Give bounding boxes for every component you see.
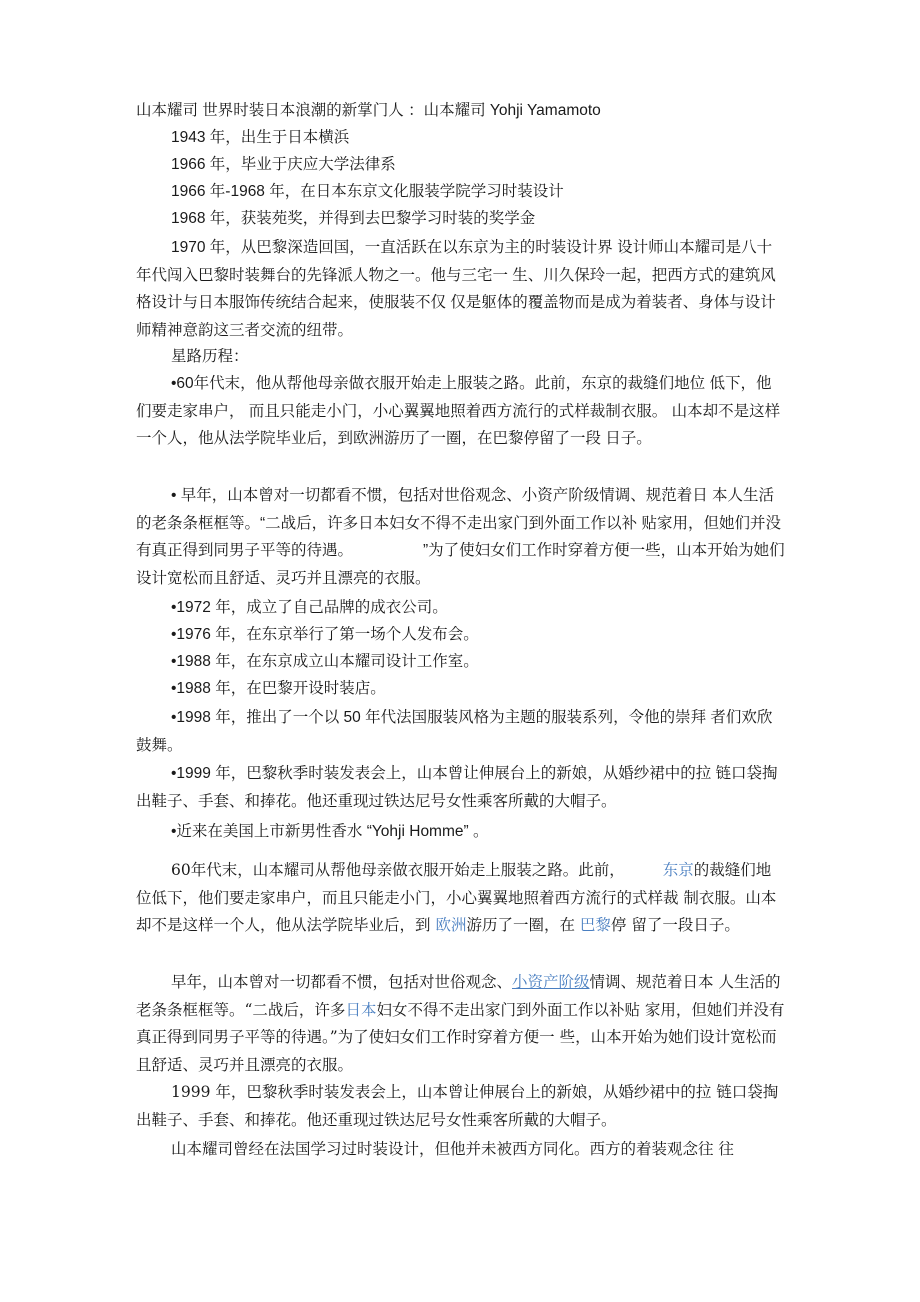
star-road-heading: 星路历程：: [171, 347, 249, 365]
star-road-item-60s: •60年代末，他从帮他母亲做衣服开始走上服装之路。此前，东京的裁缝们地位 低下，他们要走家串户， 而且只能走小门，小心翼翼地照着西方流行的式样裁制衣服。 山本却不是这样一个人，他从法学院毕业后，到欧洲游历了一圈，在巴黎停留了一段 日子。: [136, 375, 781, 447]
p1-text-4: 停 留了一段日子。: [610, 916, 740, 934]
star-road-item-1999: •1999 年，巴黎秋季时装发表会上，山本曾让伸展台上的新娘，从婚纱裙中的拉 链口袋掏出鞋子、手套、和捧花。他还重现过铁达尼号女性乘客所戴的大帽子。: [136, 765, 778, 810]
body-paragraph-early-years: [136, 969, 786, 1079]
body-paragraph-1999: 1999 年，巴黎秋季时装发表会上，山本曾让伸展台上的新娘，从婚纱裙中的拉 链口袋掏出鞋子、手套、和捧花。他还重现过铁达尼号女性乘客所戴的大帽子。: [136, 1083, 779, 1129]
body-paragraph-west: 山本耀司曾经在法国学习过时装设计，但他并未被西方同化。西方的着装观念往 往: [171, 1140, 734, 1158]
p1-text-1: 60年代末，山本耀司从帮他母亲做衣服开始走上服装之路。此前，: [171, 861, 625, 879]
link-europe[interactable]: 欧洲: [435, 916, 467, 934]
star-road-item-fragrance: •近来在美国上市新男性香水 “Yohji Homme” 。: [171, 823, 489, 840]
star-road-item-1988-studio: •1988 年，在东京成立山本耀司设计工作室。: [171, 653, 479, 670]
timeline-1943: 1943 年，出生于日本横浜: [171, 129, 350, 146]
timeline-1966-graduation: 1966 年，毕业于庆应大学法律系: [171, 156, 396, 173]
link-japan[interactable]: 日本: [345, 1000, 377, 1019]
star-road-item-1988-paris: •1988 年，在巴黎开设时装店。: [171, 680, 386, 697]
timeline-1968: 1968 年，获装苑奖，并得到去巴黎学习时装的奖学金: [171, 210, 536, 227]
early-years-text-a: • 早年，山本曾对一切都看不惯，包括对世俗观念、小资产阶级情调、规范着日 本人生活的老条条框框等。“二战后，许多日本妇女不得不走出家门到外面工作以补 贴家用，但她们并没有真正得到同男子平等的待遇。: [136, 487, 781, 559]
early-years-text-b: ”为了使妇女们工作时穿着方便一些，山本开始为她们设计宽松而且舒适、灵巧并且漂亮的衣服。: [136, 542, 785, 587]
p2-text-2: 情调、规范着日本 人生活的老条条框框等。“二战后，许多: [136, 973, 781, 1019]
star-road-item-1976: •1976 年，在东京举行了第一场个人发布会。: [171, 626, 479, 643]
body-paragraph-60s: [136, 857, 786, 940]
timeline-1966-1968: 1966 年-1968 年，在日本东京文化服装学院学习时装设计: [171, 183, 564, 200]
p1-text-2: 的裁缝们地位低下，他们要走家串户，而且只能走小门，小心翼翼地照着西方流行的式样裁 制衣服。山本却不是这样一个人，他从法学院毕业后，到: [136, 861, 777, 934]
link-paris[interactable]: 巴黎: [579, 916, 611, 934]
p2-text-1: 早年，山本曾对一切都看不惯，包括对世俗观念、: [171, 973, 513, 991]
star-road-item-early-years: [136, 482, 786, 592]
link-petty-bourgeois[interactable]: 小资产阶级: [512, 973, 590, 991]
star-road-item-1998: •1998 年，推出了一个以 50 年代法国服装风格为主题的服装系列，令他的崇拜 者们欢欣鼓舞。: [136, 709, 773, 754]
document-title: 山本耀司 世界时装日本浪潮的新掌门人 ：山本耀司 Yohji Yamamoto: [136, 102, 601, 119]
link-tokyo[interactable]: 东京: [662, 861, 694, 879]
timeline-1970-paragraph: 1970 年，从巴黎深造回国，一直活跃在以东京为主的时装设计界 设计师山本耀司是八十年代闯入巴黎时装舞台的先锋派人物之一。他与三宅一 生、川久保玲一起，把西方式的建筑风格设计与日本服饰传统结合起来，使服装不仅 仅是躯体的覆盖物而是成为着装者、身体与设计师精神意韵这三者交流的纽带。: [136, 239, 776, 339]
p2-text-3: 妇女不得不走出家门到外面工作以补贴 家用，但她们并没有真正得到同男子平等的待遇。”为了使妇女们工作时穿着方便一 些，山本开始为她们设计宽松而且舒适、灵巧并且漂亮的衣服。: [136, 1000, 785, 1074]
star-road-item-1972: •1972 年，成立了自己品牌的成衣公司。: [171, 599, 448, 616]
p1-text-3: 游历了一圈，在: [466, 916, 580, 934]
